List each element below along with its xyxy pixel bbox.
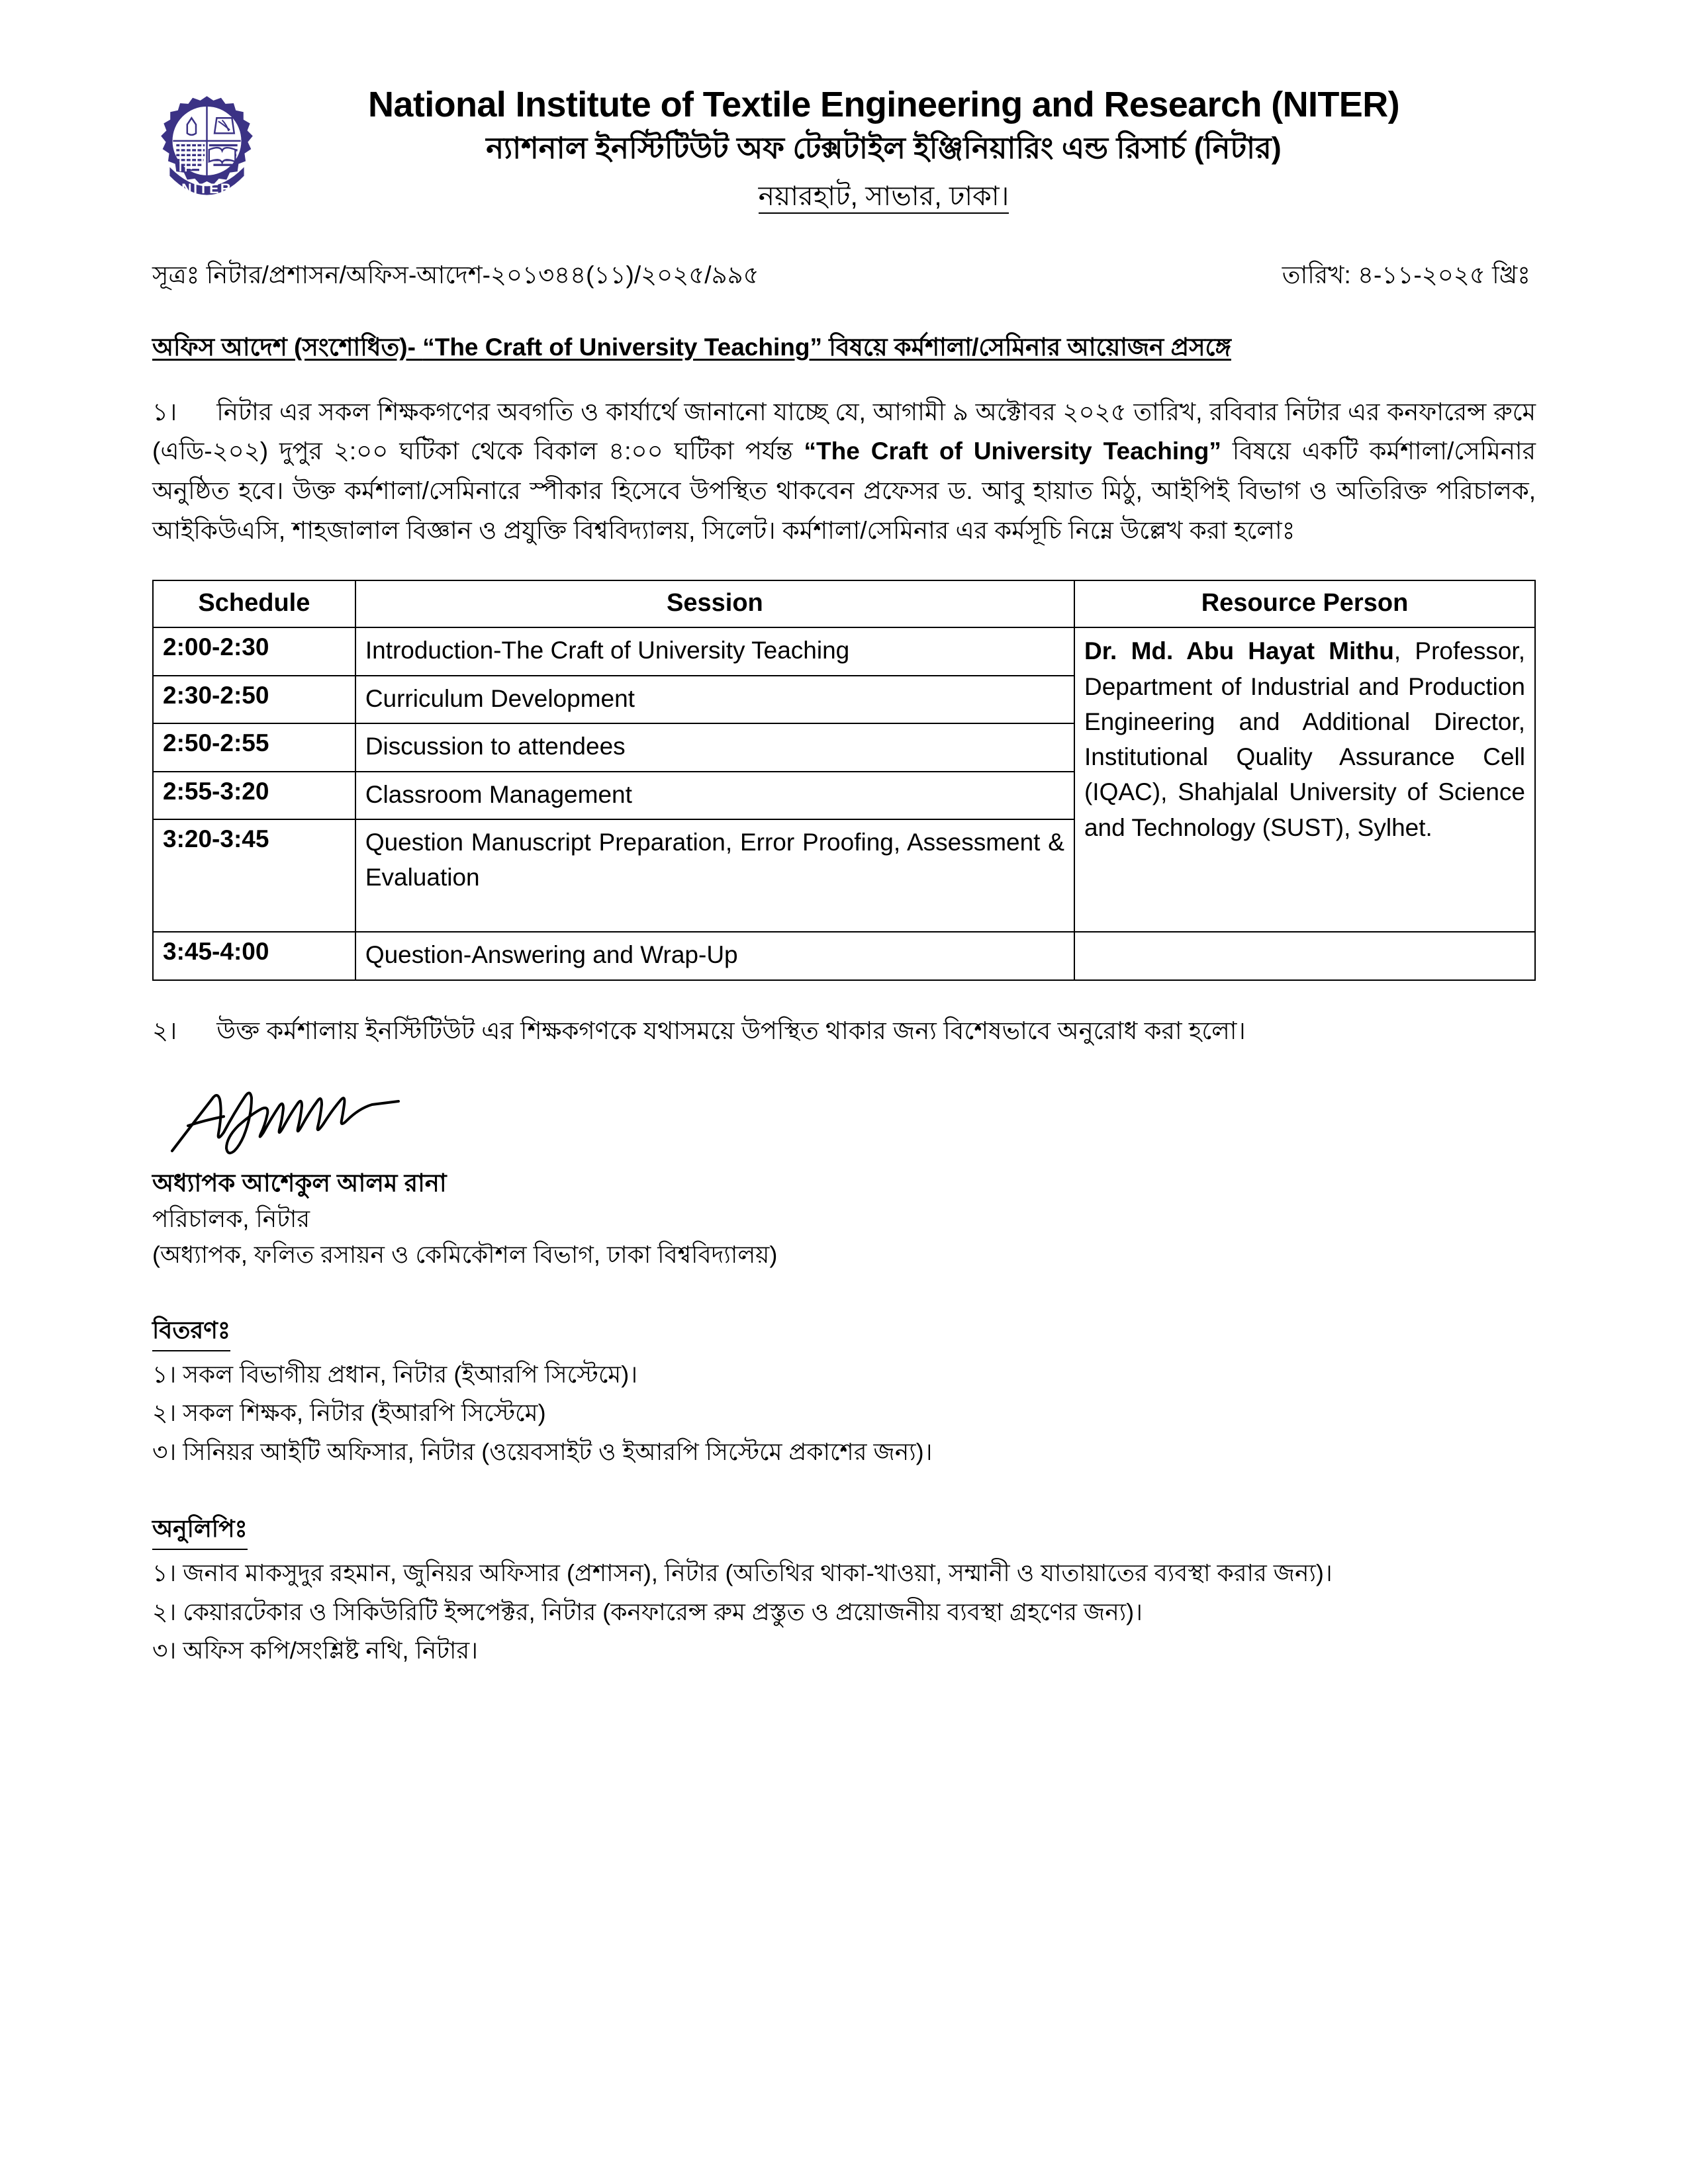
cell-session: Curriculum Development xyxy=(355,676,1074,724)
list-item: ৩। সিনিয়র আইটি অফিসার, নিটার (ওয়েবসাইট ও ইআরপি সিস্টেমে প্রকাশের জন্য)। xyxy=(152,1437,933,1465)
cell-session: Question-Answering and Wrap-Up xyxy=(355,932,1074,980)
copies-section xyxy=(0,1510,1688,1670)
address-text: নয়ারহাট, সাভার, ঢাকা। xyxy=(759,181,1009,214)
institute-name-bangla: ন্যাশনাল ইনস্টিটিউট অফ টেক্সটাইল ইঞ্জিনিয়ারিং এন্ড রিসার্চ (নিটার) xyxy=(486,131,1282,165)
column-header-schedule: Schedule xyxy=(153,580,355,627)
paragraph-one xyxy=(0,392,1688,551)
cell-schedule: 3:45-4:00 xyxy=(153,932,355,980)
list-item: ৩। অফিস কপি/সংশ্লিষ্ট নথি, নিটার। xyxy=(152,1636,479,1664)
table-row xyxy=(153,627,1535,676)
subject-quoted-title: “The Craft of University Teaching” xyxy=(422,333,822,361)
paragraph-one-workshop-title: “The Craft of University Teaching” xyxy=(804,437,1221,465)
cell-schedule: 3:20-3:45 xyxy=(153,819,355,932)
resource-person-name: Dr. Md. Abu Hayat Mithu xyxy=(1084,637,1394,665)
list-item: ১। জনাব মাকসুদুর রহমান, জুনিয়র অফিসার (প্রশাসন), নিটার (অতিথির থাকা-খাওয়া, সম্মানী ও যাতায়াতের ব্যবস্থা করার জন্য)। xyxy=(152,1559,1333,1587)
table-header-row xyxy=(153,580,1535,627)
column-header-session: Session xyxy=(355,580,1074,627)
niter-logo xyxy=(152,85,271,210)
cell-session: Discussion to attendees xyxy=(355,723,1074,772)
cell-session: Classroom Management xyxy=(355,772,1074,820)
list-item: ২। সকল শিক্ষক, নিটার (ইআরপি সিস্টেমে) xyxy=(152,1399,546,1427)
column-header-resource-person: Resource Person xyxy=(1074,580,1535,627)
institute-name-english: National Institute of Textile Engineering and Research (NITER) xyxy=(367,85,1399,124)
copies-title: অনুলিপিঃ xyxy=(152,1510,248,1550)
subject-line xyxy=(0,330,1688,365)
cell-session: Introduction-The Craft of University Teaching xyxy=(355,627,1074,676)
cell-resource-person-empty xyxy=(1074,932,1535,980)
cell-schedule: 2:30-2:50 xyxy=(153,676,355,724)
institute-address xyxy=(271,175,1496,221)
paragraph-two-number: ২। xyxy=(152,1017,177,1044)
cell-schedule: 2:50-2:55 xyxy=(153,723,355,772)
schedule-table-wrapper xyxy=(0,580,1688,981)
cell-session: Question Manuscript Preparation, Error Proofing, Assessment & Evaluation xyxy=(355,819,1074,932)
signatory-designation: পরিচালক, নিটার xyxy=(152,1205,310,1232)
cell-resource-person xyxy=(1074,627,1535,932)
paragraph-one-number: ১। xyxy=(152,398,177,426)
list-item: ২। কেয়ারটেকার ও সিকিউরিটি ইন্সপেক্টর, নিটার (কনফারেন্স রুম প্রস্তুত ও প্রয়োজনীয় ব্যবস্থা গ্রহণের জন্য)। xyxy=(152,1598,1143,1625)
subject-suffix: বিষয়ে কর্মশালা/সেমিনার আয়োজন প্রসঙ্গে xyxy=(821,333,1231,361)
paragraph-one-part2: বিষয়ে একটি কর্মশালা/সেমিনার অনুষ্ঠিত হবে। উক্ত কর্মশালা/সেমিনারে স্পীকার হিসেবে উপস্থিত থাকবেন প্রফেসর ড. আবু হায়াত মিঠু, আইপিই বিভাগ ও অতিরিক্ত পরিচালক, আইকিউএসি, শাহজালাল বিজ্ঞান ও প্রযুক্তি বিশ্ববিদ্যালয়, সিলেট। কর্মশালা/সেমিনার এর কর্মসূচি নিম্নে উল্লেখ করা হলোঃ xyxy=(152,437,1536,545)
table-row xyxy=(153,932,1535,980)
reference-line xyxy=(0,255,1688,297)
cell-schedule: 2:55-3:20 xyxy=(153,772,355,820)
cell-schedule: 2:00-2:30 xyxy=(153,627,355,676)
paragraph-two-text: উক্ত কর্মশালায় ইনস্টিটিউট এর শিক্ষকগণকে যথাসময়ে উপস্থিত থাকার জন্য বিশেষভাবে অনুরোধ করা হলো। xyxy=(216,1017,1246,1044)
list-item: ১। সকল বিভাগীয় প্রধান, নিটার (ইআরপি সিস্টেমে)। xyxy=(152,1361,638,1388)
paragraph-one-part1: নিটার এর সকল শিক্ষকগণের অবগতি ও কার্যার্থে জানানো যাচ্ছে যে, আগামী ৯ অক্টোবর ২০২৫ তারিখ, রবিবার নিটার এর কনফারেন্স রুমে (এডি-২০২) দুপুর ২:০০ ঘটিকা থেকে বিকাল ৪:০০ ঘটিকা পর্যন্ত xyxy=(152,398,1536,465)
paragraph-two xyxy=(0,1011,1688,1050)
document-date: তারিখ: ৪-১১-২০২৫ খ্রিঃ xyxy=(1282,261,1530,289)
letterhead xyxy=(0,0,1688,221)
signature-icon xyxy=(165,1079,523,1159)
reference-number: সূত্রঃ নিটার/প্রশাসন/অফিস-আদেশ-২০১৩৪৪(১১)/২০২৫/৯৯৫ xyxy=(152,261,759,289)
resource-person-details: , Professor, Department of Industrial and Production Engineering and Additional Director, Institutional Quality Assurance Cell (IQAC), Shahjalal University of Science and Technology (SUST), Sylhet. xyxy=(1084,637,1525,841)
subject-prefix: অফিস আদেশ (সংশোধিত)- xyxy=(152,333,423,361)
schedule-table xyxy=(152,580,1536,981)
signatory-affiliation: (অধ্যাপক, ফলিত রসায়ন ও কেমিকৌশল বিভাগ, ঢাকা বিশ্ববিদ্যালয়) xyxy=(152,1240,778,1268)
signature-block xyxy=(0,1079,1688,1273)
distribution-title: বিতরণঃ xyxy=(152,1311,230,1351)
distribution-section xyxy=(0,1311,1688,1471)
svg-text:NITER: NITER xyxy=(181,181,232,197)
signatory-name: অধ্যাপক আশেকুল আলম রানা xyxy=(152,1169,447,1197)
logo-icon xyxy=(152,93,261,210)
